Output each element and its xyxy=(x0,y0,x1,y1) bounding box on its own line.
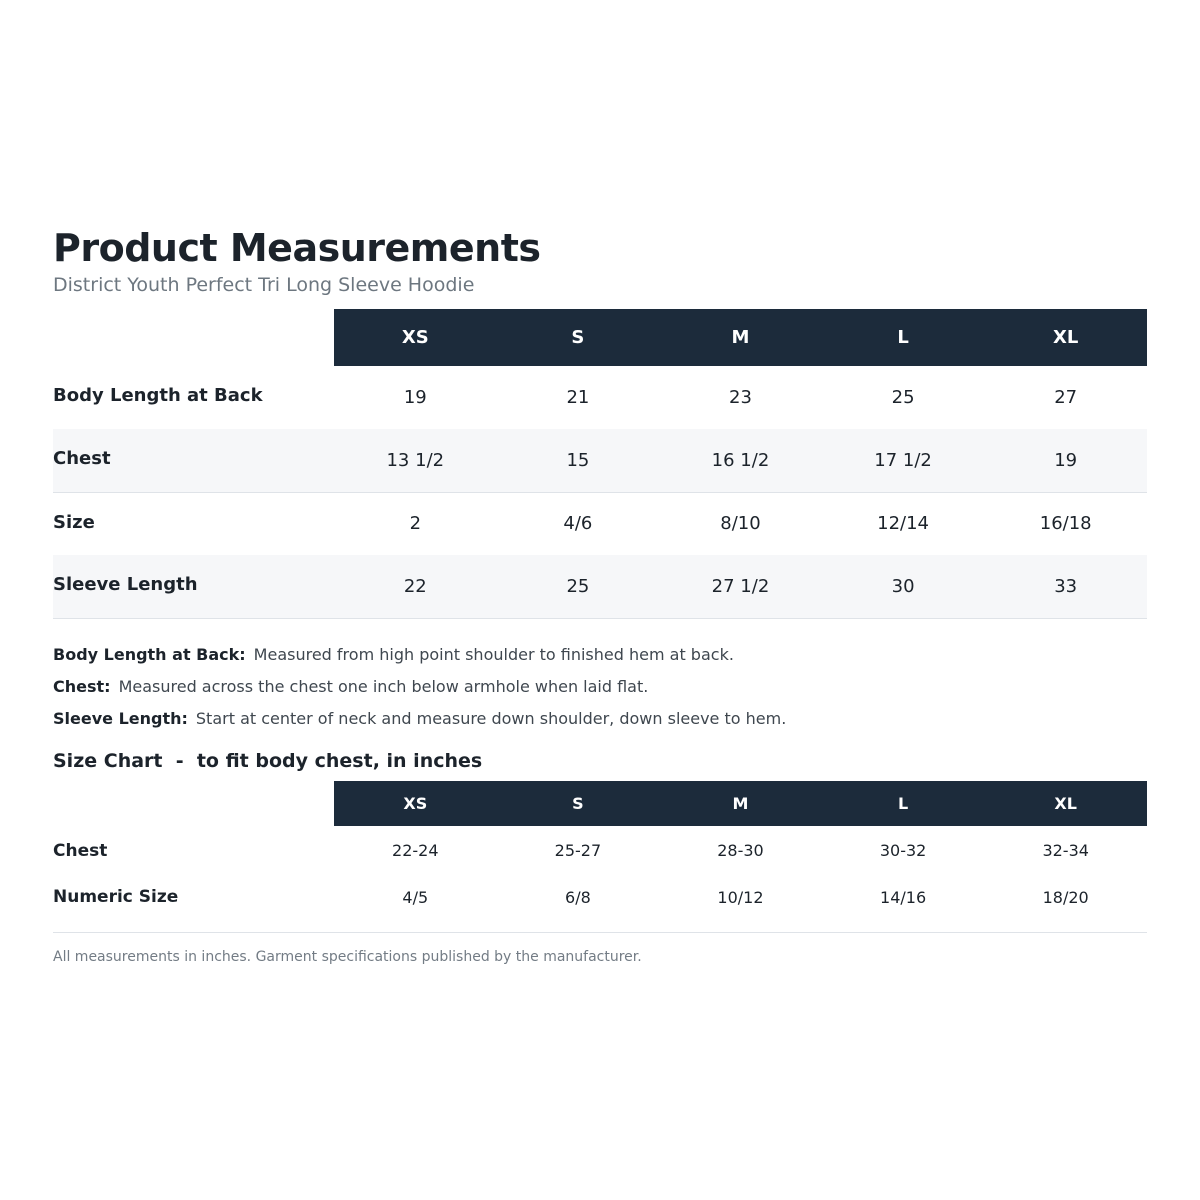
header-corner xyxy=(53,309,334,366)
size-header-m: M xyxy=(659,309,822,366)
table-cell: 21 xyxy=(566,387,590,408)
table-cell: 10/12 xyxy=(717,887,764,907)
header-corner xyxy=(53,781,334,826)
table-cell: 19 xyxy=(403,387,427,408)
definition-text: Measured across the chest one inch below armhole when laid flat. xyxy=(118,677,649,696)
definition-body-length xyxy=(53,642,1147,674)
footnote: All measurements in inches. Garment specifications published by the manufacturer. xyxy=(53,949,642,965)
table-cell: 4/5 xyxy=(402,887,429,907)
table-cell: 15 xyxy=(497,429,660,492)
row-label: Sleeve Length xyxy=(53,555,334,618)
size-header-s: S xyxy=(497,781,660,826)
table-cell: 27 xyxy=(1054,387,1078,408)
measurement-definitions xyxy=(53,642,1147,738)
size-chart-title: Size Chart - to fit body chest, in inches xyxy=(53,750,483,772)
row-label: Numeric Size xyxy=(53,887,179,907)
table-cell: 27 1/2 xyxy=(659,555,822,618)
table-cell: 23 xyxy=(729,387,752,408)
definition-sleeve-length xyxy=(53,706,1147,738)
table-row xyxy=(53,826,1147,875)
definition-term: Sleeve Length: xyxy=(53,709,188,728)
table-cell: 2 xyxy=(409,513,422,535)
measurements-header-row xyxy=(53,309,1147,366)
definition-text: Measured from high point shoulder to finished hem at back. xyxy=(253,645,734,664)
table-row xyxy=(53,366,1147,429)
table-cell: 25-27 xyxy=(554,841,602,860)
table-cell: 25 xyxy=(891,387,915,408)
table-cell: 6/8 xyxy=(565,887,591,907)
product-subtitle: District Youth Perfect Tri Long Sleeve Hoodie xyxy=(53,274,475,296)
table-cell: 30-32 xyxy=(879,841,927,860)
row-label: Chest xyxy=(53,840,108,861)
footer-divider xyxy=(53,932,1147,933)
size-header-xs: XS xyxy=(334,309,497,366)
definition-term: Chest: xyxy=(53,677,111,696)
table-cell: 33 xyxy=(984,555,1147,618)
size-header-l: L xyxy=(822,309,985,366)
table-cell: 14/16 xyxy=(880,887,927,907)
table-cell: 32-34 xyxy=(1042,841,1089,860)
table-cell: 4/6 xyxy=(563,513,593,535)
definition-chest xyxy=(53,674,1147,706)
table-row xyxy=(53,555,1147,618)
table-cell: 13 1/2 xyxy=(334,429,497,492)
table-cell: 8/10 xyxy=(720,513,761,535)
size-header-xl: XL xyxy=(984,309,1147,366)
size-header-m: M xyxy=(659,781,822,826)
table-cell: 12/14 xyxy=(877,513,930,535)
table-cell: 30 xyxy=(822,555,985,618)
size-chart-table xyxy=(53,781,1147,919)
definition-term: Body Length at Back: xyxy=(53,645,246,664)
row-label: Chest xyxy=(53,429,334,492)
page-title: Product Measurements xyxy=(53,226,541,270)
table-cell: 25 xyxy=(497,555,660,618)
table-row xyxy=(53,429,1147,492)
table-cell: 16/18 xyxy=(1039,513,1092,535)
size-header-xs: XS xyxy=(334,781,497,826)
table-cell: 22 xyxy=(334,555,497,618)
table-cell: 22-24 xyxy=(392,841,439,860)
table-cell: 16 1/2 xyxy=(659,429,822,492)
table-cell: 28-30 xyxy=(717,841,764,860)
size-header-xl: XL xyxy=(984,781,1147,826)
table-row xyxy=(53,492,1147,555)
table-cell: 19 xyxy=(984,429,1147,492)
definition-text: Start at center of neck and measure down shoulder, down sleeve to hem. xyxy=(195,709,787,728)
table-cell: 17 1/2 xyxy=(822,429,985,492)
table-row xyxy=(53,875,1147,919)
measurements-table xyxy=(53,309,1147,619)
row-label: Size xyxy=(53,511,95,533)
size-header-l: L xyxy=(822,781,985,826)
size-header-s: S xyxy=(497,309,660,366)
size-chart-header-row xyxy=(53,781,1147,826)
table-cell: 18/20 xyxy=(1042,887,1089,907)
row-label: Body Length at Back xyxy=(53,385,263,406)
